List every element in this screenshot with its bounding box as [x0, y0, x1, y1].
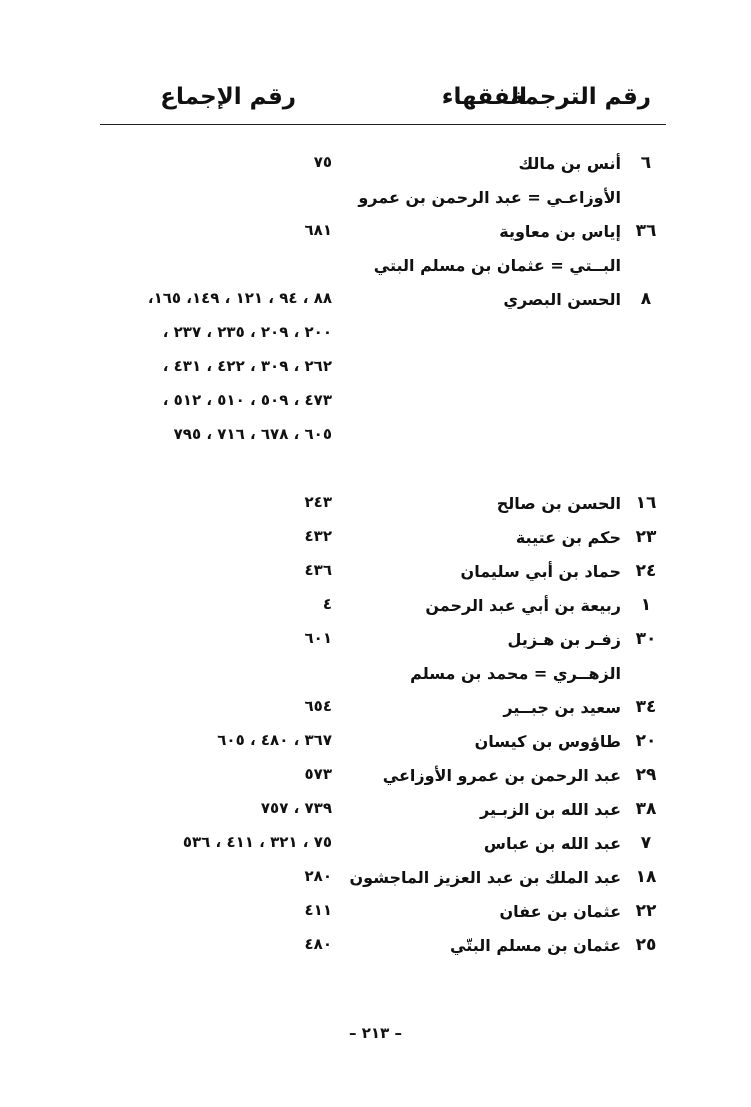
header-translation-number: رقم الترجمة [510, 84, 651, 110]
translation-number: ٢٥ [635, 935, 657, 955]
ijma-references: ٣٦٧ ، ٤٨٠ ، ٦٠٥ [217, 731, 332, 749]
jurist-name: أنس بن مالك [518, 154, 621, 173]
jurist-name: الحسن البصري [503, 290, 621, 309]
index-row [0, 726, 751, 760]
translation-number: ١ [640, 595, 652, 615]
header-jurists: الفقهاء [441, 84, 527, 110]
ijma-references: ٦٠١ [304, 629, 332, 647]
jurist-name: عبد الله بن عباس [483, 834, 621, 853]
translation-number: ٢٠ [635, 731, 657, 751]
ijma-references: ٦٨١ [304, 221, 332, 239]
ijma-references: ٦٥٤ [304, 697, 332, 715]
jurist-name: عبد الرحمن بن عمرو الأوزاعي [382, 766, 621, 785]
jurist-name: عثمان بن مسلم البتّي [450, 936, 621, 955]
ijma-references: ٤٣٦ [304, 561, 332, 579]
index-row [0, 862, 751, 896]
index-row [0, 590, 751, 624]
translation-number: ٣٤ [635, 697, 657, 717]
translation-number: ١٨ [635, 867, 657, 887]
index-row [0, 386, 751, 420]
ijma-references: ٥٧٣ [304, 765, 332, 783]
index-row [0, 182, 751, 216]
page-number: – ٢١٣ – [349, 1024, 402, 1042]
index-row [0, 250, 751, 284]
index-row [0, 692, 751, 726]
translation-number: ٣٦ [635, 221, 657, 241]
translation-number: ٣٨ [635, 799, 657, 819]
jurist-name: عبد الملك بن عبد العزيز الماجشون [349, 868, 621, 887]
index-row [0, 148, 751, 182]
jurist-name: حكم بن عتيبة [515, 528, 621, 547]
jurist-name: عبد الله بن الزبـير [480, 800, 621, 819]
index-row [0, 352, 751, 386]
ijma-references: ٧٣٩ ، ٧٥٧ [260, 799, 332, 817]
jurist-name: ربيعة بن أبي عبد الرحمن [425, 596, 621, 615]
index-row [0, 556, 751, 590]
index-row [0, 658, 751, 692]
ijma-references: ٢٤٣ [304, 493, 332, 511]
ijma-references: ٧٥ ، ٣٢١ ، ٤١١ ، ٥٣٦ [182, 833, 332, 851]
ijma-references: ٤٧٣ ، ٥٠٩ ، ٥١٠ ، ٥١٢ ، [162, 391, 332, 409]
translation-number: ٦ [640, 153, 652, 173]
index-row [0, 624, 751, 658]
ijma-references: ٢٨٠ [304, 867, 332, 885]
index-row [0, 284, 751, 318]
index-row [0, 454, 751, 488]
index-row [0, 420, 751, 454]
jurist-name: زفـر بن هـزيل [507, 630, 621, 649]
index-row [0, 794, 751, 828]
ijma-references: ٤٣٢ [304, 527, 332, 545]
ijma-references: ٢٠٠ ، ٢٠٩ ، ٢٣٥ ، ٢٣٧ ، [162, 323, 332, 341]
ijma-references: ٤ [322, 595, 332, 613]
index-row [0, 896, 751, 930]
jurist-name: الزهــري = محمد بن مسلم [410, 664, 621, 683]
ijma-references: ٦٠٥ ، ٦٧٨ ، ٧١٦ ، ٧٩٥ [173, 425, 332, 443]
ijma-references: ٧٥ [313, 153, 332, 171]
jurist-name: الأوزاعـي = عبد الرحمن بن عمرو [358, 188, 621, 207]
translation-number: ٢٣ [635, 527, 657, 547]
header-divider [100, 124, 666, 125]
ijma-references: ٤٨٠ [304, 935, 332, 953]
translation-number: ٣٠ [635, 629, 657, 649]
index-row [0, 760, 751, 794]
translation-number: ٢٩ [635, 765, 657, 785]
index-row [0, 930, 751, 964]
translation-number: ٨ [640, 289, 652, 309]
ijma-references: ٢٦٢ ، ٣٠٩ ، ٤٢٢ ، ٤٣١ ، [162, 357, 332, 375]
translation-number: ٢٢ [635, 901, 657, 921]
jurist-name: طاؤوس بن كيسان [474, 732, 621, 751]
translation-number: ١٦ [635, 493, 657, 513]
jurist-name: سعيد بن جبــير [503, 698, 621, 717]
index-row [0, 522, 751, 556]
index-row [0, 828, 751, 862]
jurist-name: عثمان بن عفان [499, 902, 621, 921]
jurist-name: الحسن بن صالح [496, 494, 621, 513]
jurist-name: إياس بن معاوية [499, 222, 621, 241]
translation-number: ٢٤ [635, 561, 657, 581]
ijma-references: ٤١١ [304, 901, 332, 919]
index-row [0, 318, 751, 352]
jurist-name: البــتي = عثمان بن مسلم البتي [373, 256, 621, 275]
ijma-references: ٨٨ ، ٩٤ ، ١٢١ ، ١٤٩، ١٦٥، [147, 289, 332, 307]
index-list [0, 148, 751, 964]
index-row [0, 488, 751, 522]
jurist-name: حماد بن أبي سليمان [460, 562, 621, 581]
header-ijma-number: رقم الإجماع [160, 84, 296, 110]
index-row [0, 216, 751, 250]
translation-number: ٧ [640, 833, 652, 853]
